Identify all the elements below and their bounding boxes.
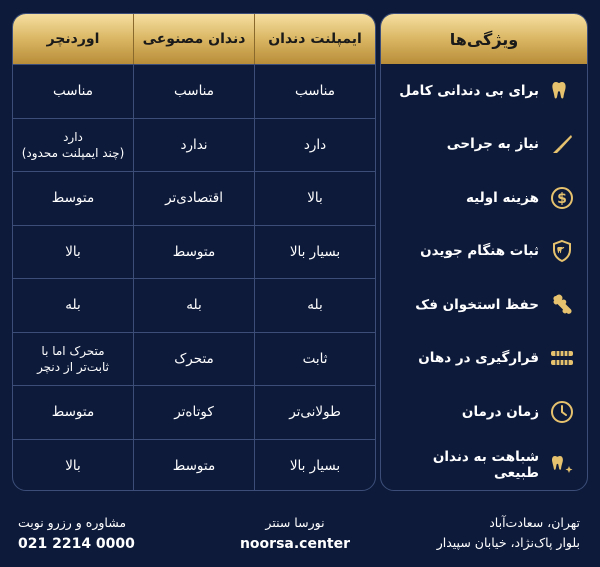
table-cell-overdenture: متوسط: [51, 190, 95, 207]
phone-number[interactable]: 021 2214 0000: [18, 536, 135, 552]
table-cell-implant: بله: [254, 279, 375, 332]
table-row: [13, 278, 375, 332]
consult-label: مشاوره و رزرو نوبت: [18, 515, 127, 530]
table-cell-implant: طولانی‌تر: [254, 386, 375, 439]
contact-block: [18, 513, 135, 555]
table-cell-denture: متحرک: [133, 333, 254, 386]
address-line-2: بلوار پاک‌نژاد، خیابان سپیدار: [436, 535, 580, 550]
feature-label: زمان درمان: [461, 403, 539, 420]
table-row: [13, 225, 375, 279]
sparkle-tooth-icon: [549, 452, 575, 478]
features-title: ویژگی‌ها: [381, 14, 587, 64]
table-row: [13, 118, 375, 172]
column-header-implant: ایمپلنت دندان: [254, 14, 375, 64]
table-cell-denture: بله: [133, 279, 254, 332]
feature-label: قرارگیری در دهان: [418, 350, 539, 367]
table-cell-overdenture: مناسب: [53, 83, 93, 100]
table-cell-implant: مناسب: [254, 65, 375, 118]
table-cell-overdenture: بله: [65, 297, 81, 314]
svg-text:$: $: [557, 190, 567, 207]
feature-label: حفظ استخوان فک: [415, 296, 539, 313]
table-header-row: [13, 14, 375, 64]
address-line-1: تهران، سعادت‌آباد: [489, 515, 580, 530]
dollar-icon: [549, 185, 575, 211]
website-link[interactable]: noorsa.center: [239, 536, 351, 552]
scalpel-icon: [549, 131, 575, 157]
clock-icon: [549, 399, 575, 425]
table-cell-overdenture: متحرک اما با ثابت‌تر از دنچر: [37, 343, 109, 374]
denture-icon: [549, 345, 575, 371]
table-cell-implant: دارد: [254, 119, 375, 172]
footer: [0, 505, 600, 567]
table-cell-implant: ثابت: [254, 333, 375, 386]
feature-row-full-edentulism: [381, 64, 587, 118]
features-panel: [380, 13, 588, 491]
feature-label: برای بی دندانی کامل: [399, 82, 539, 99]
table-row: [13, 332, 375, 386]
table-cell-denture: مناسب: [133, 65, 254, 118]
table-cell-denture: متوسط: [133, 440, 254, 492]
address-block: [437, 513, 580, 553]
feature-row-surgery: [381, 118, 587, 172]
table-cell-implant: بسیار بالا: [254, 440, 375, 492]
bone-icon: [549, 292, 575, 318]
center-name: نورسا سنتر: [265, 515, 325, 530]
table-cell-overdenture: بالا: [65, 243, 81, 260]
table-row: [13, 439, 375, 492]
feature-label: ثبات هنگام جویدن: [420, 243, 539, 260]
column-header-denture: دندان مصنوعی: [133, 14, 254, 64]
feature-row-chewing-stability: [381, 225, 587, 279]
table-cell-denture: ندارد: [133, 119, 254, 172]
table-row: [13, 64, 375, 118]
feature-label: شباهت به دندان طبیعی: [432, 449, 539, 482]
table-cell-implant: بسیار بالا: [254, 226, 375, 279]
column-header-overdenture: اوردنچر: [46, 31, 100, 47]
table-cell-overdenture: متوسط: [51, 404, 95, 421]
table-row: [13, 171, 375, 225]
tooth-icon: [549, 78, 575, 104]
feature-label: هزینه اولیه: [465, 189, 539, 206]
table-cell-denture: متوسط: [133, 226, 254, 279]
feature-row-natural-likeness: [381, 439, 587, 492]
table-cell-denture: کوتاه‌تر: [133, 386, 254, 439]
feature-row-treatment-time: [381, 385, 587, 439]
feature-label: نیاز به جراحی: [446, 136, 539, 153]
shield-tooth-icon: [549, 238, 575, 264]
comparison-table: [12, 13, 376, 491]
brand-block: [230, 513, 360, 555]
table-cell-implant: بالا: [254, 172, 375, 225]
table-row: [13, 385, 375, 439]
feature-row-initial-cost: [381, 171, 587, 225]
feature-row-placement: [381, 332, 587, 386]
table-cell-denture: اقتصادی‌تر: [133, 172, 254, 225]
table-cell-overdenture: دارد (چند ایمپلنت محدود): [21, 129, 125, 160]
feature-row-bone-preservation: [381, 278, 587, 332]
table-cell-overdenture: بالا: [65, 457, 81, 474]
